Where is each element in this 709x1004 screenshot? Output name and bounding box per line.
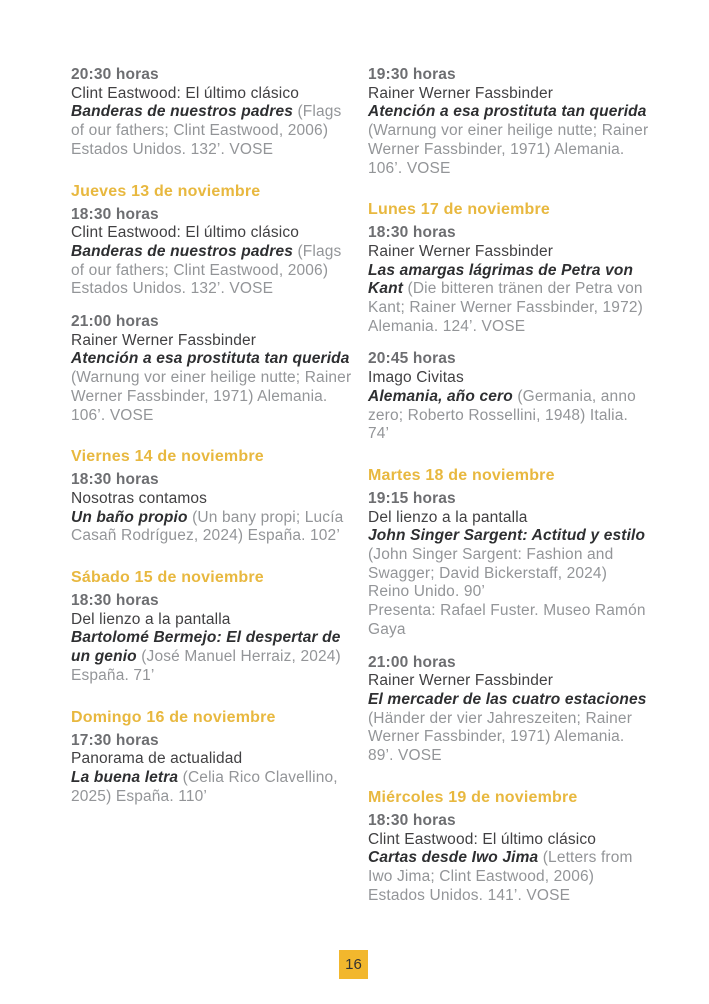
presenter-note: Presenta: Rafael Fuster. Museo Ramón Gaya xyxy=(368,602,646,638)
film-title: Cartas desde Iwo Jima xyxy=(368,849,539,867)
screening-item xyxy=(71,471,352,546)
screening-time: 20:30 horas xyxy=(71,66,159,83)
screening-time: 18:30 horas xyxy=(71,205,159,223)
screening-cycle: Clint Eastwood: El último clásico xyxy=(71,84,300,102)
film-title: Atención a esa prostituta tan querida xyxy=(71,350,350,368)
screening-time: 18:30 horas xyxy=(71,471,159,489)
film-entry xyxy=(71,103,352,159)
film-title: Las amargas lágrimas de Petra von Kant xyxy=(368,261,634,298)
film-entry xyxy=(368,388,649,444)
film-entry xyxy=(71,243,352,299)
date-heading: Jueves 13 de noviembre xyxy=(71,182,261,200)
film-title: Atención a esa prostituta tan querida xyxy=(368,103,647,121)
screening-cycle: Clint Eastwood: El último clásico xyxy=(368,830,597,848)
film-entry xyxy=(71,350,352,425)
screening-item xyxy=(71,66,352,160)
screening-cycle: Rainer Werner Fassbinder xyxy=(368,672,554,690)
screening-item xyxy=(368,350,649,444)
screening-cycle: Rainer Werner Fassbinder xyxy=(368,84,554,102)
film-details: (José Manuel Herraiz, 2024) España. 71’ xyxy=(71,648,341,684)
film-title: Banderas de nuestros padres xyxy=(71,242,293,260)
screening-cycle: Del lienzo a la pantalla xyxy=(71,610,231,628)
date-heading: Miércoles 19 de noviembre xyxy=(368,788,578,806)
screening-item xyxy=(368,654,649,766)
program-column-right xyxy=(368,66,649,905)
screening-item xyxy=(368,224,649,336)
screening-time: 18:30 horas xyxy=(368,224,456,242)
film-title: El mercader de las cuatro estaciones xyxy=(368,690,647,708)
screening-cycle: Del lienzo a la pantalla xyxy=(368,508,528,526)
date-heading: Domingo 16 de noviembre xyxy=(71,708,276,726)
film-title: La buena letra xyxy=(71,768,179,786)
screening-cycle: Imago Civitas xyxy=(368,369,464,387)
film-title: Alemania, año cero xyxy=(368,387,513,405)
film-details: (John Singer Sargent: Fashion and Swagger; David Bickerstaff, 2024) Reino Unido. 90’ xyxy=(368,546,614,601)
film-details: (Händer der vier Jahreszeiten; Rainer Werner Fassbinder, 1971) Alemania. 89’. VOSE xyxy=(368,709,633,765)
film-details: (Die bitteren tränen der Petra von Kant; Rainer Werner Fassbinder, 1972) Alemania. 124’. VOSE xyxy=(368,280,643,335)
film-details: (Letters from Iwo Jima; Clint Eastwood, 2006) Estados Unidos. 141’. VOSE xyxy=(368,849,633,904)
screening-cycle: Nosotras contamos xyxy=(71,489,208,507)
film-details: (Germania, anno zero; Roberto Rossellini, 1948) Italia. 74’ xyxy=(368,387,636,443)
screening-item xyxy=(368,490,649,640)
date-heading: Martes 18 de noviembre xyxy=(368,466,555,484)
screening-time: 19:15 horas xyxy=(368,489,456,507)
screening-time: 19:30 horas xyxy=(368,66,456,83)
film-title: Bartolomé Bermejo: El despertar de un genio xyxy=(71,629,341,666)
screening-time: 21:00 horas xyxy=(368,653,456,671)
film-entry xyxy=(368,691,649,766)
screening-time: 18:30 horas xyxy=(71,592,159,610)
film-title: Un baño propio xyxy=(71,508,188,526)
screening-cycle: Panorama de actualidad xyxy=(71,750,243,768)
film-details: (Celia Rico Clavellino, 2025) España. 110’ xyxy=(71,768,338,805)
film-title: John Singer Sargent: Actitud y estilo xyxy=(368,527,646,545)
screening-item xyxy=(71,313,352,425)
screening-item xyxy=(71,206,352,300)
page-number: 16 xyxy=(345,956,362,973)
film-details: (Flags of our fathers; Clint Eastwood, 2006) Estados Unidos. 132’. VOSE xyxy=(71,103,342,158)
program-columns xyxy=(71,66,649,905)
film-entry xyxy=(71,509,352,546)
film-details: (Warnung vor einer heilige nutte; Rainer Werner Fassbinder, 1971) Alemania. 106’. VOSE xyxy=(368,122,649,177)
film-entry xyxy=(368,849,649,905)
screening-cycle: Rainer Werner Fassbinder xyxy=(71,331,257,349)
date-heading: Sábado 15 de noviembre xyxy=(71,569,264,587)
screening-item xyxy=(71,592,352,686)
film-entry xyxy=(368,262,649,337)
film-details: (Warnung vor einer heilige nutte; Rainer Werner Fassbinder, 1971) Alemania. 106’. VOSE xyxy=(71,369,352,424)
film-entry xyxy=(71,629,352,685)
film-entry xyxy=(368,103,649,178)
film-title: Banderas de nuestros padres xyxy=(71,103,293,121)
film-details: (Flags of our fathers; Clint Eastwood, 2006) Estados Unidos. 132’. VOSE xyxy=(71,242,342,298)
program-column-left xyxy=(71,66,352,905)
screening-time: 20:45 horas xyxy=(368,350,456,368)
screening-time: 17:30 horas xyxy=(71,731,159,749)
screening-item xyxy=(368,812,649,906)
screening-time: 18:30 horas xyxy=(368,811,456,829)
date-heading: Lunes 17 de noviembre xyxy=(368,201,551,219)
screening-time: 21:00 horas xyxy=(71,313,159,331)
date-heading: Viernes 14 de noviembre xyxy=(71,448,264,466)
screening-item xyxy=(71,732,352,807)
film-details: (Un bany propi; Lucía Casañ Rodríguez, 2024) España. 102’ xyxy=(71,508,344,545)
film-entry xyxy=(71,769,352,806)
page-number-badge xyxy=(339,950,368,979)
film-entry xyxy=(368,527,649,639)
screening-cycle: Clint Eastwood: El último clásico xyxy=(71,224,300,242)
screening-item xyxy=(368,66,649,178)
screening-cycle: Rainer Werner Fassbinder xyxy=(368,242,554,260)
